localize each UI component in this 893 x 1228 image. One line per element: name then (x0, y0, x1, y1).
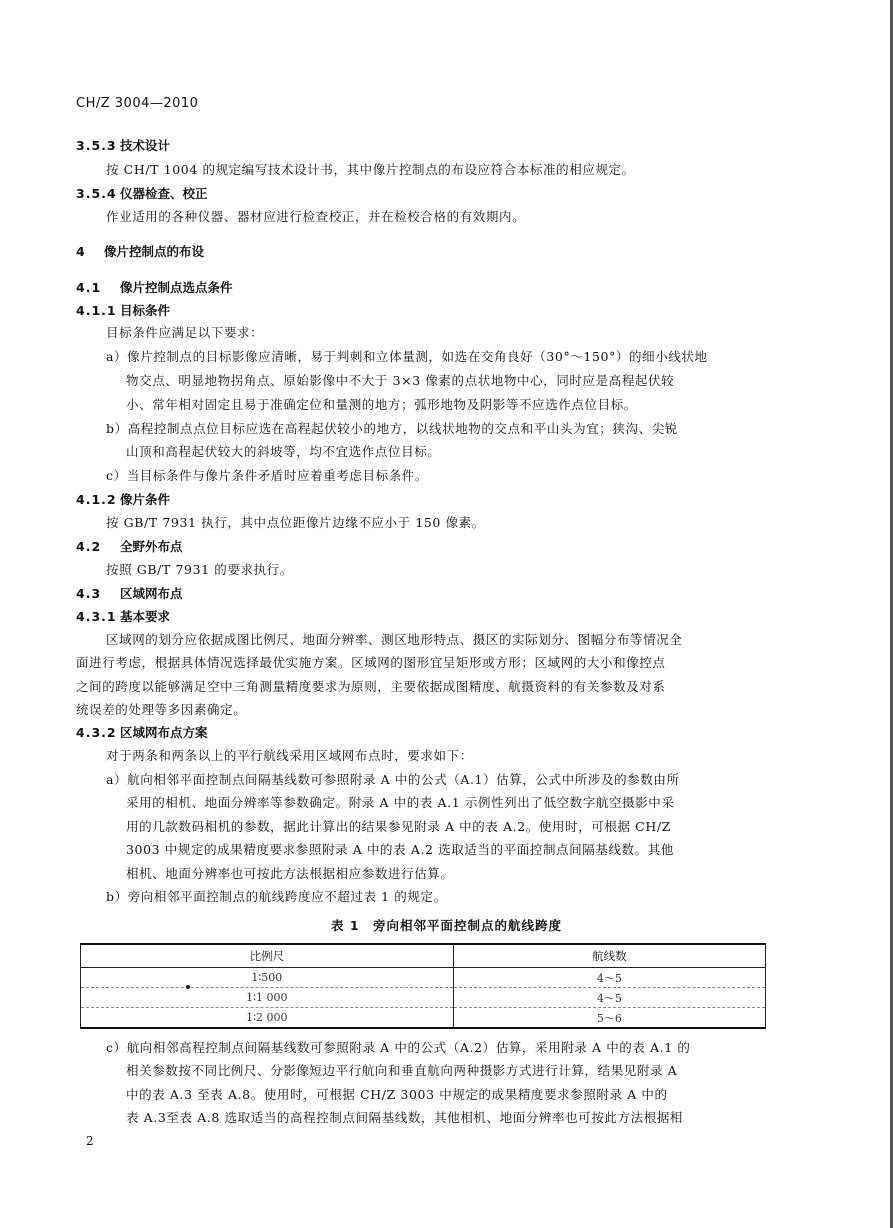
section-number: 4 (76, 244, 86, 259)
list-item-a: a）航向相邻平面控制点间隔基线数可参照附录 A 中的公式（A.1）估算，公式中所涉及的参数由所 (106, 772, 680, 787)
section-number: 4.1.1 (76, 303, 117, 318)
section-number: 3.5.4 (76, 186, 117, 201)
list-item-c-cont: 表 A.3至表 A.8 选取适当的高程控制点间隔基线数，其他相机、地面分辨率也可按此方法根据相 (126, 1110, 684, 1125)
paragraph: 对于两条和两条以上的平行航线采用区域网布点时，要求如下： (106, 748, 473, 763)
paragraph: 按照 GB/T 7931 的要求执行。 (106, 562, 293, 577)
section-number: 4.1 (76, 280, 102, 295)
paragraph-line: 之间的跨度以能够满足空中三角测量精度要求为原则，主要依据成图精度、航摄资料的有关参数及对系 (76, 679, 666, 694)
list-item-c-cont: 中的表 A.3 至表 A.8。使用时，可根据 CH/Z 3003 中规定的成果精度要求参照附录 A 中的 (126, 1087, 668, 1102)
standard-header: CH/Z 3004—2010 (76, 96, 199, 111)
section-title: 像片控制点选点条件 (120, 280, 233, 295)
list-item-a-cont: 相机、地面分辨率也可按此方法根据相应参数进行估算。 (126, 866, 454, 881)
section-title: 区域网布点方案 (120, 725, 208, 740)
chapter-4-heading (76, 242, 204, 262)
section-title: 基本要求 (120, 609, 171, 624)
table-header-scale: 比例尺 (81, 944, 454, 968)
table-cell: 1∶500 (81, 968, 454, 988)
section-title: 仪器检查、校正 (120, 186, 208, 201)
table-cell: 4～5 (453, 988, 765, 1008)
list-item-a-cont: 3003 中规定的成果精度要求参照附录 A 中的表 A.2 选取适当的平面控制点间隔基线数。其他 (126, 842, 674, 857)
section-4-1-2-heading (76, 490, 170, 510)
table-header-routes: 航线数 (453, 944, 765, 968)
section-4-3-1-heading (76, 607, 170, 627)
section-number: 4.3.2 (76, 725, 117, 740)
section-title: 全野外布点 (120, 539, 183, 554)
section-number: 3.5.3 (76, 138, 117, 153)
table-1 (80, 943, 766, 1029)
section-4-2-heading (76, 537, 183, 557)
section-number: 4.1.2 (76, 492, 117, 507)
table-cell: 5～6 (453, 1008, 765, 1029)
table-cell: 4～5 (453, 968, 765, 988)
table-row (81, 1008, 766, 1029)
table-caption: 表 1 旁向相邻平面控制点的航线跨度 (330, 918, 563, 933)
list-item-a-cont: 小、常年相对固定且易于准确定位和量测的地方；弧形地物及阴影等不应选作点位目标。 (126, 397, 637, 412)
list-item-c: c）当目标条件与像片条件矛盾时应着重考虑目标条件。 (106, 468, 429, 483)
list-item-b-cont: 山顶和高程起伏较大的斜坡等，均不宜选作点位目标。 (126, 444, 441, 459)
list-item-a-cont: 采用的相机、地面分辨率等参数确定。附录 A 中的表 A.1 示例性列出了低空数字航空摄影中采 (126, 795, 675, 810)
section-3-5-4-heading (76, 184, 208, 204)
section-title: 像片条件 (120, 492, 171, 507)
section-title: 像片控制点的布设 (104, 244, 205, 259)
section-title: 技术设计 (120, 138, 171, 153)
list-item-c: c）航向相邻高程控制点间隔基线数可参照附录 A 中的公式（A.2）估算，采用附录 A 中的表 A.1 的 (106, 1040, 691, 1055)
paragraph-line: 区域网的划分应依据成图比例尺、地面分辨率、测区地形特点、摄区的实际划分、图幅分布等情况全 (106, 632, 683, 647)
section-4-3-heading (76, 584, 183, 604)
section-title: 区域网布点 (120, 586, 183, 601)
paragraph-line: 面进行考虑，根据具体情况选择最优实施方案。区域网的图形宜呈矩形或方形；区域网的大小和像控点 (76, 655, 666, 670)
section-4-1-1-heading (76, 301, 170, 321)
paragraph: 按 GB/T 7931 执行，其中点位距像片边缘不应小于 150 像素。 (106, 515, 485, 530)
paragraph-line: 统误差的处理等多因素确定。 (76, 702, 247, 717)
paragraph: 目标条件应满足以下要求： (106, 325, 264, 340)
section-title: 目标条件 (120, 303, 171, 318)
paragraph: 按 CH/T 1004 的规定编写技术设计书，其中像片控制点的布设应符合本标准的相应规定。 (106, 162, 635, 177)
table-row (81, 988, 766, 1008)
scan-speck (186, 985, 190, 989)
list-item-a-cont: 用的几款数码相机的参数，据此计算出的结果参见附录 A 中的表 A.2。使用时，可根据 CH/Z (126, 819, 671, 834)
section-number: 4.3.1 (76, 609, 117, 624)
list-item-a: a）像片控制点的目标影像应清晰，易于判刺和立体量测，如选在交角良好（30°～150°）的细小线状地 (106, 349, 708, 364)
list-item-a-cont: 物交点、明显地物拐角点、原始影像中不大于 3×3 像素的点状地物中心，同时应是高程起伏较 (126, 373, 675, 388)
list-item-c-cont: 相关参数按不同比例尺、分影像短边平行航向和垂直航向两种摄影方式进行计算，结果见附录 A (126, 1063, 678, 1078)
table-row (81, 968, 766, 988)
page-number: 2 (86, 1134, 94, 1148)
section-3-5-3-heading (76, 136, 170, 156)
section-4-3-2-heading (76, 723, 208, 743)
section-number: 4.2 (76, 539, 102, 554)
section-number: 4.3 (76, 586, 102, 601)
list-item-b: b）旁向相邻平面控制点的航线跨度应不超过表 1 的规定。 (106, 889, 447, 904)
section-4-1-heading (76, 278, 233, 298)
list-item-b: b）高程控制点点位目标应选在高程起伏较小的地方，以线状地物的交点和平山头为宜；狭沟、尖锐 (106, 421, 678, 436)
paragraph: 作业适用的各种仪器、器材应进行检查校正，并在检校合格的有效期内。 (106, 209, 526, 224)
table-cell: 1∶2 000 (81, 1008, 454, 1029)
table-cell: 1∶1 000 (81, 988, 454, 1008)
